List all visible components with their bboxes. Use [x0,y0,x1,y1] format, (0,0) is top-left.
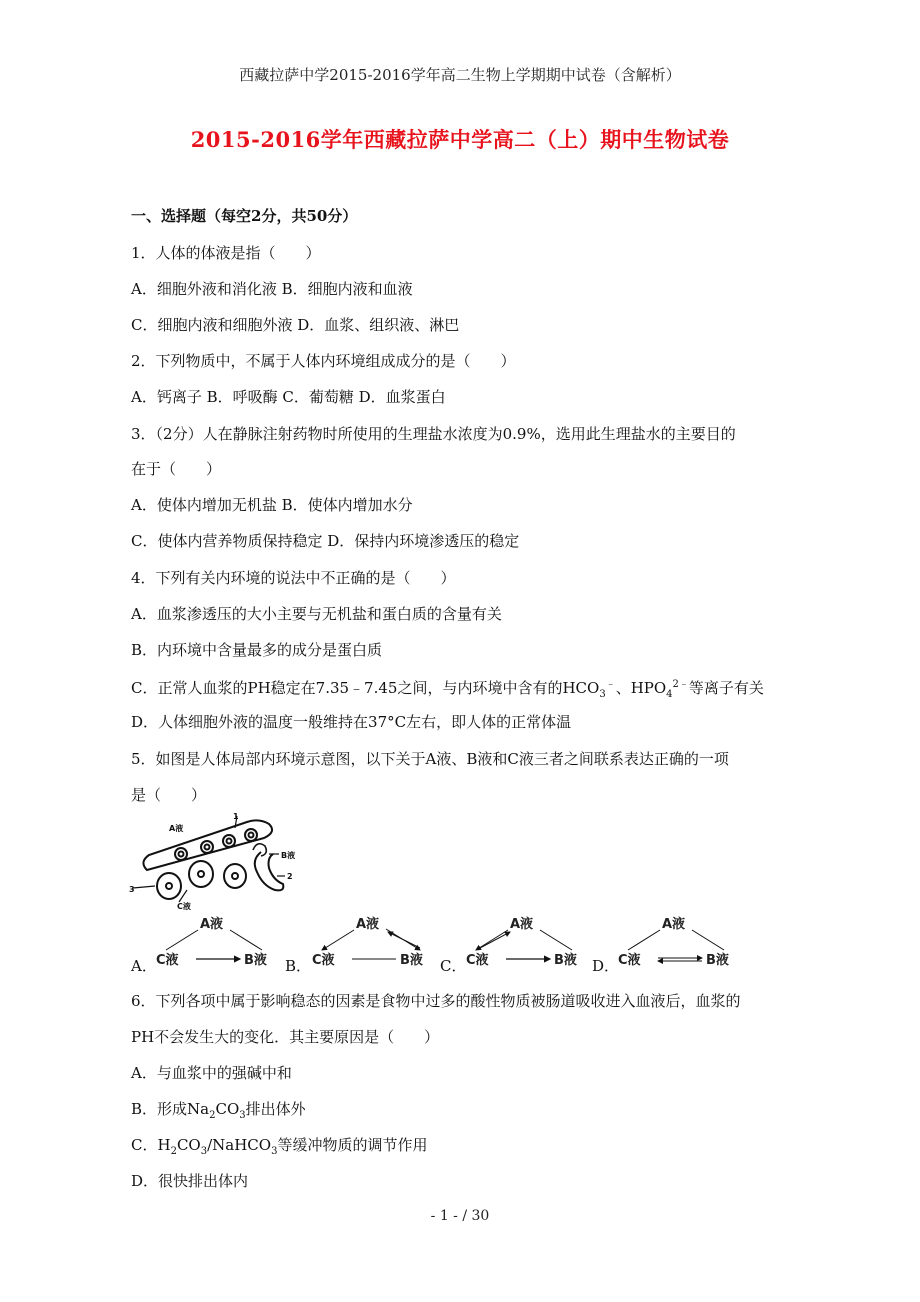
question-6-option-a: A．与血浆中的强碱中和 [131,1064,292,1082]
question-1: 1．人体的体液是指（ ） [131,244,321,262]
question-6-option-d: D．很快排出体内 [131,1172,249,1190]
question-4-option-b: B．内环境中含量最多的成分是蛋白质 [131,641,383,659]
label-number-1: 1 [233,812,239,821]
node-c: C液 [466,953,489,968]
label-c-fluid: C液 [177,902,191,910]
node-b: B液 [400,953,423,968]
question-3-line-1: 3．（2分）人在静脉注射药物时所使用的生理盐水浓度为0.9%，选用此生理盐水的主要目的 [131,425,736,443]
question-2: 2．下列物质中，不属于人体内环境组成成分的是（ ） [131,352,516,370]
node-c: C液 [312,953,335,968]
question-4-option-c: C．正常人血浆的PH稳定在7.35﹣7.45之间，与内环境中含有的$HCO_3^﹣$、$HPO_4^{2﹣}$等离子有关 [131,679,764,700]
question-6-option-b: B．形成$Na_2CO_3$排出体外 [131,1100,306,1121]
node-a: A液 [356,917,380,932]
question-5-line-2: 是（ ） [131,786,207,804]
node-b: B液 [706,953,729,968]
question-2-options: A．钙离子 B．呼吸酶 C．葡萄糖 D．血浆蛋白 [131,388,446,406]
node-c: C液 [618,953,641,968]
document-header: 西藏拉萨中学2015-2016学年高二生物上学期期中试卷（含解析） [239,66,681,84]
question-4-option-d: D．人体细胞外液的温度一般维持在37°C左右，即人体的正常体温 [131,713,572,731]
question-6-line-1: 6．下列各项中属于影响稳态的因素是食物中过多的酸性物质被肠道吸收进入血液后，血浆的 [131,992,741,1010]
section-heading: 一、选择题（每空2分，共50分） [131,207,358,225]
question-4-option-a: A．血浆渗透压的大小主要与无机盐和蛋白质的含量有关 [131,605,502,623]
tissue-cell [189,861,213,887]
page-number: - 1 - / 30 [430,1208,490,1224]
option-a-label: A． [131,957,157,975]
label-a-fluid: A液 [169,824,184,833]
node-b: B液 [554,953,577,968]
node-a: A液 [662,917,686,932]
question-5-line-1: 5．如图是人体局部内环境示意图，以下关于A液、B液和C液三者之间联系表达正确的一项 [131,750,729,768]
label-b-fluid: B液 [281,851,296,860]
page-title: 2015-2016学年西藏拉萨中学高二（上）期中生物试卷 [190,127,730,152]
question-1-options-cd: C．细胞内液和细胞外液 D．血浆、组织液、淋巴 [131,316,460,334]
node-a: A液 [200,917,224,932]
question-3-line-2: 在于（ ） [131,460,222,478]
question-6-option-c: C．$H_2CO_3/NaHCO_3$等缓冲物质的调节作用 [131,1136,428,1157]
option-c-label: C． [440,957,467,975]
question-1-options-ab: A．细胞外液和消化液 B．细胞内液和血液 [131,280,413,298]
option-d-diagram [614,910,754,970]
node-c: C液 [156,953,179,968]
tissue-cell [224,864,246,888]
option-c-diagram [462,910,602,970]
label-number-2: 2 [287,872,293,881]
option-b-diagram [308,910,448,970]
label-number-3: 3 [129,885,135,894]
lymph-vessel [255,852,284,890]
node-a: A液 [510,917,534,932]
internal-environment-diagram [129,810,299,910]
option-b-label: B． [285,957,312,975]
tissue-cell [157,873,181,899]
node-b: B液 [244,953,267,968]
option-d-label: D． [592,957,620,975]
question-3-options-cd: C．使体内营养物质保持稳定 D．保持内环境渗透压的稳定 [131,532,520,550]
option-a-diagram [152,910,292,970]
question-4: 4．下列有关内环境的说法中不正确的是（ ） [131,569,456,587]
question-6-line-2: PH不会发生大的变化．其主要原因是（ ） [131,1028,440,1046]
question-3-options-ab: A．使体内增加无机盐 B．使体内增加水分 [131,496,413,514]
